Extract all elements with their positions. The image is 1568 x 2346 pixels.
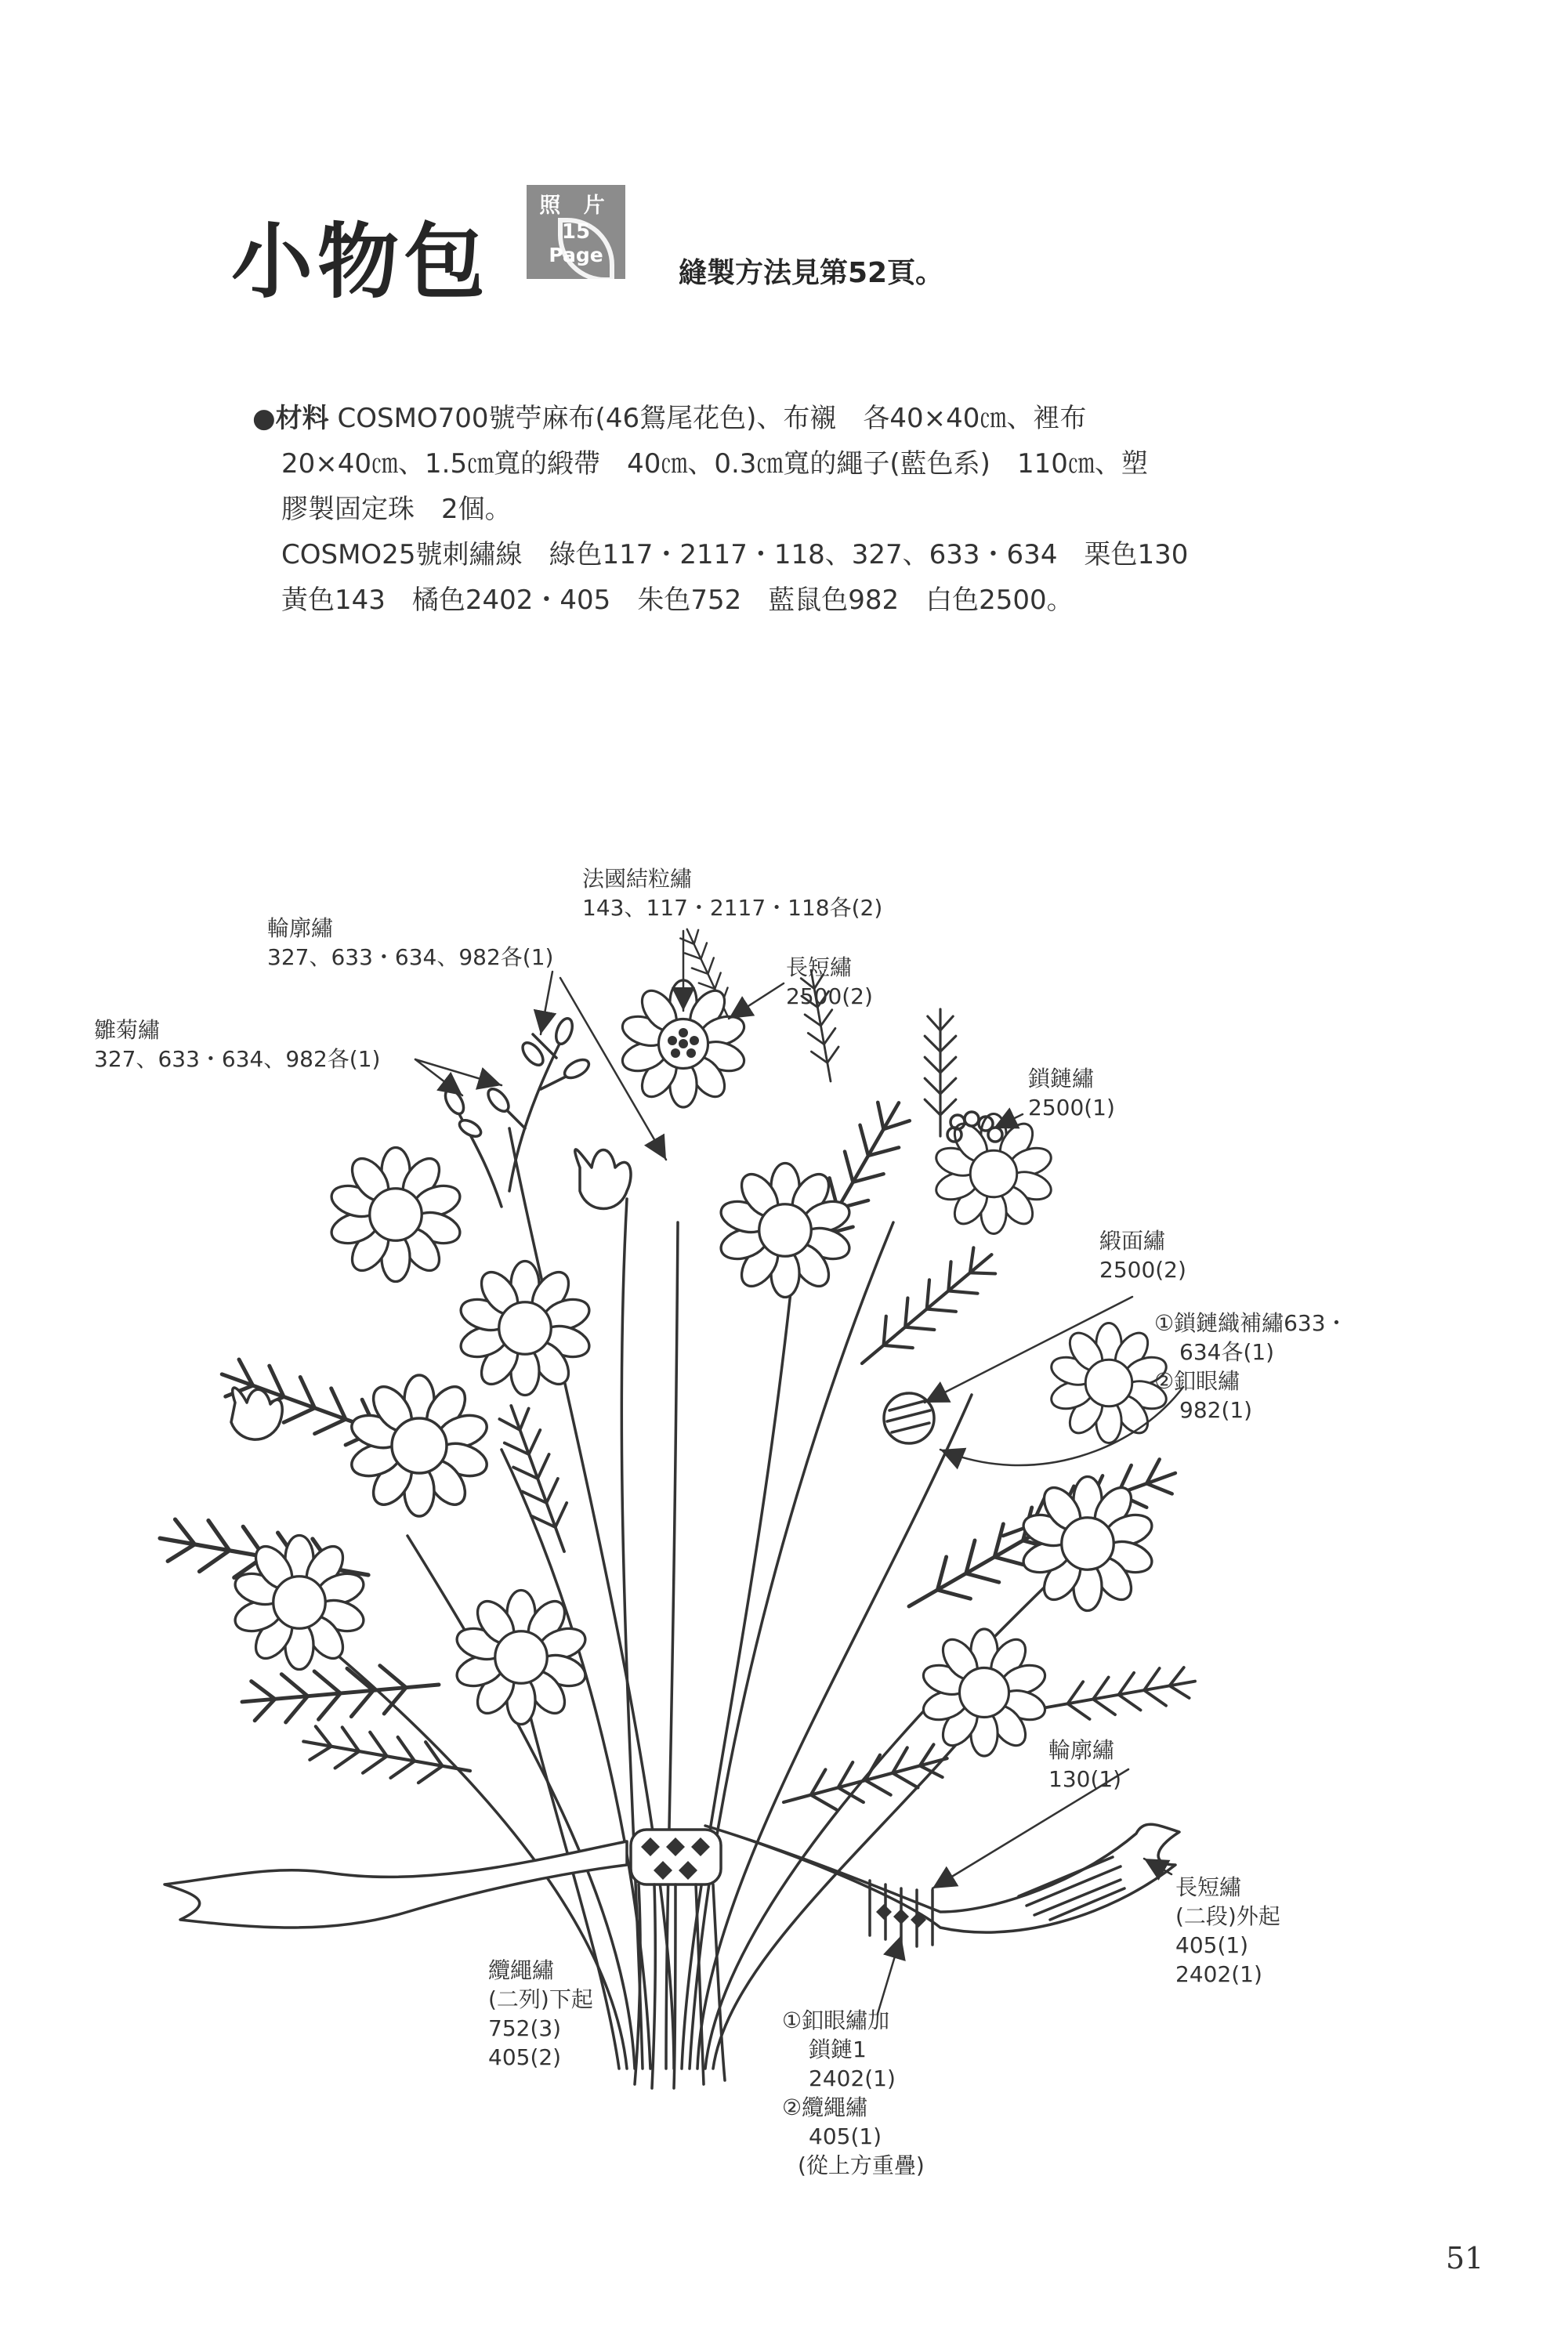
badge-page-label: Page xyxy=(549,244,603,266)
tulip xyxy=(575,1149,631,1209)
label-cable: 纜繩繡 (二列)下起 752(3) 405(2) xyxy=(488,1957,593,2070)
label-outline-top: 輪廓繡 327、633・634、982各(1) xyxy=(267,915,554,970)
ribbon-left xyxy=(165,1841,627,1928)
label-french-knot: 法國結粒繡 143、117・2117・118各(2) xyxy=(582,866,883,921)
page-number: 51 xyxy=(1446,2241,1484,2275)
materials-line: 20×40㎝、1.5㎝寬的緞帶 40㎝、0.3㎝寬的繩子(藍色系) 110㎝、塑 xyxy=(281,448,1148,480)
label-chain-fill: ①鎖鏈織補繡633・ 634各(1) ②釦眼繡 982(1) xyxy=(1154,1310,1348,1423)
label-buttonhole: ①釦眼繡加 鎖鏈1 2402(1) ②纜繩繡 405(1) (從上方重疊) xyxy=(782,2007,925,2178)
stem xyxy=(705,1551,1081,2069)
label-lazy-daisy: 雛菊繡 327、633・634、982各(1) xyxy=(94,1017,381,1072)
ribbon-right xyxy=(705,1824,1179,1932)
badge-number: 15 xyxy=(561,220,591,244)
materials-line: 黃色143 橘色2402・405 朱色752 藍鼠色982 白色2500。 xyxy=(281,585,1074,616)
label-long-short-bottom: 長短繡 (二段)外起 405(1) 2402(1) xyxy=(1175,1874,1280,1987)
page-title: 小物包 xyxy=(231,214,491,310)
materials-line: COSMO25號刺繡線 綠色117・2117・118、327、633・634 栗色130 xyxy=(281,539,1189,570)
tulip xyxy=(231,1388,282,1439)
badge-label: 照 片 xyxy=(539,194,613,218)
label-chain: 鎖鏈繡 2500(1) xyxy=(1028,1066,1115,1121)
label-outline-bottom: 輪廓繡 130(1) xyxy=(1048,1737,1122,1792)
materials-heading: ●材料 xyxy=(252,403,329,434)
stem xyxy=(697,1395,972,2069)
sewing-reference: 縫製方法見第52頁。 xyxy=(679,257,944,289)
materials-line: 膠製固定珠 2個。 xyxy=(281,494,512,525)
label-long-short-top: 長短繡 2500(2) xyxy=(786,954,873,1009)
label-satin: 緞面繡 2500(2) xyxy=(1099,1228,1186,1283)
materials-line: ●材料 COSMO700號苧麻布(46鴛尾花色)、布襯 各40×40㎝、裡布 xyxy=(252,403,1087,434)
